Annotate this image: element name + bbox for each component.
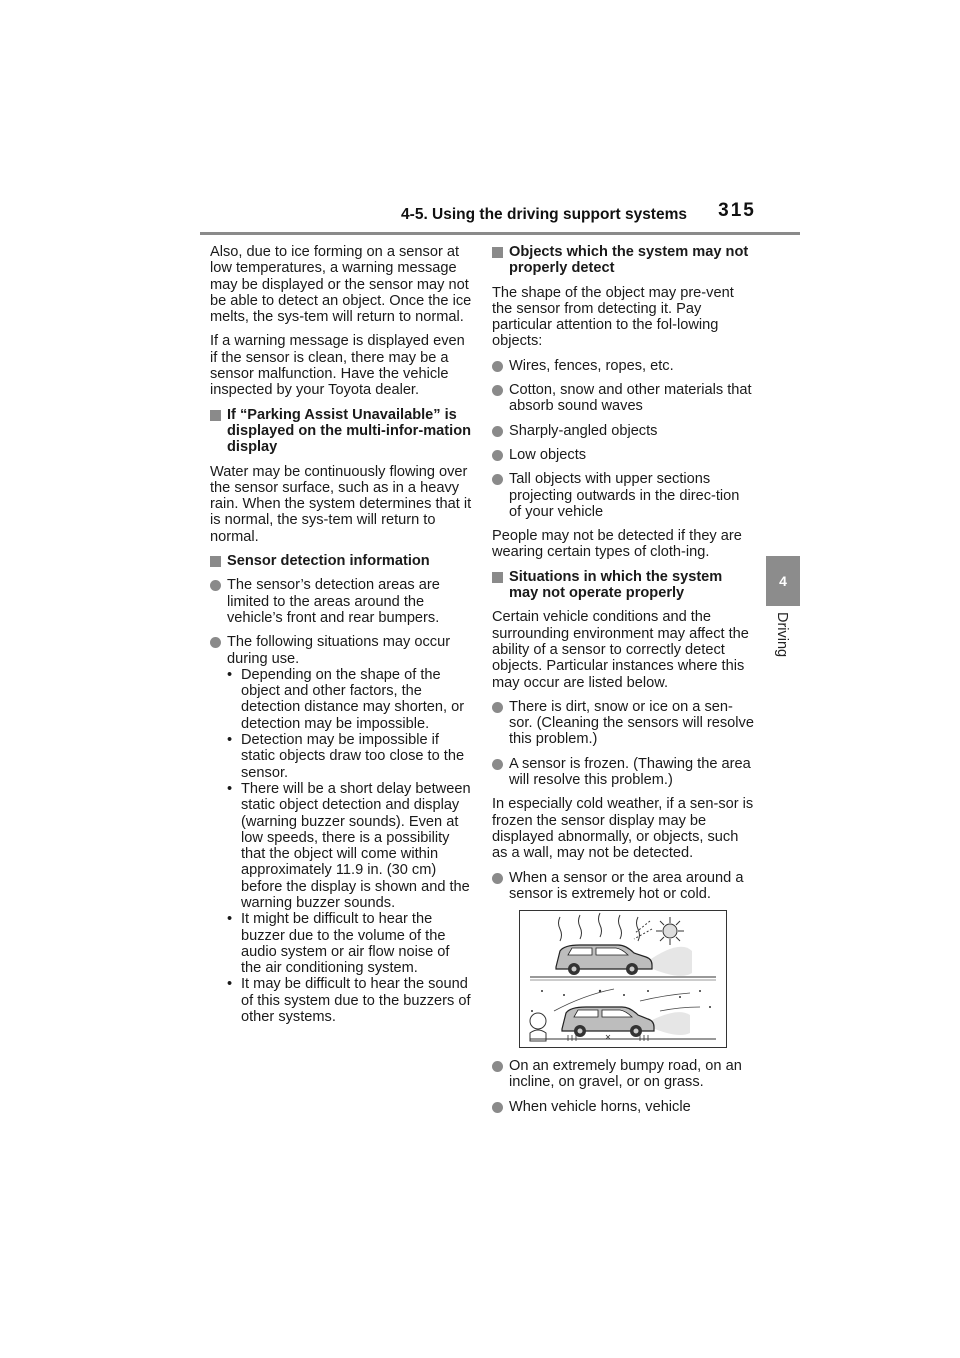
square-bullet-icon (492, 572, 503, 583)
square-bullet-icon (492, 247, 503, 258)
paragraph: Certain vehicle conditions and the surrounding environment may affect the ability of a sensor to correctly detect objects. Particular instances where this may occur are listed below. (492, 609, 749, 691)
list-item-text: The following situations may occur during use. (227, 634, 451, 667)
circle-bullet-icon (492, 361, 503, 372)
chapter-number: 4 (779, 573, 787, 589)
page-number: 315 (718, 200, 756, 221)
heading-text: If “Parking Assist Unavailable” is displayed on the multi-infor-mation display (227, 406, 472, 456)
sub-list (210, 667, 472, 1026)
list-item: Sharply-angled objects (492, 423, 754, 439)
section-title: 4-5. Using the driving support systems (401, 206, 687, 223)
circle-bullet-icon (492, 1061, 503, 1072)
section-heading (492, 244, 754, 277)
square-bullet-icon (210, 556, 221, 567)
list-item: Tall objects with upper sections projecting outwards in the direc-tion of your vehicle (492, 471, 754, 520)
square-bullet-icon (210, 410, 221, 421)
circle-bullet-icon (492, 426, 503, 437)
paragraph: People may not be detected if they are wearing certain types of cloth-ing. (492, 528, 742, 561)
circle-bullet-icon (210, 637, 221, 648)
list-item: A sensor is frozen. (Thawing the area will resolve this problem.) (492, 756, 754, 789)
paragraph: If a warning message is displayed even if the sensor is clean, there may be a sensor malfunction. Have the vehicle inspected by your Toyota dealer. (210, 333, 465, 399)
sub-list-item: • It may be difficult to hear the sound of this system due to the buzzers of other systems. (227, 976, 471, 1026)
circle-bullet-icon (492, 873, 503, 884)
list-item: Cotton, snow and other materials that absorb sound waves (492, 382, 754, 415)
circle-bullet-icon (492, 1102, 503, 1113)
sub-list-item: • There will be a short delay between static object detection and display (warning buzzer sounds). Even at low speeds, there is a possibility that the object will come within approximately 11.9 in. (30 cm) before the display is shown and the warning buzzer sounds. (227, 780, 471, 911)
list-item: When vehicle horns, vehicle (492, 1099, 754, 1115)
circle-bullet-icon (492, 385, 503, 396)
chapter-label-wrap (774, 612, 835, 658)
chapter-label: Driving (774, 612, 790, 658)
illustration-icon (520, 911, 726, 1047)
circle-bullet-icon (492, 759, 503, 770)
list-item: There is dirt, snow or ice on a sen-sor. (Cleaning the sensors will resolve this problem.) (492, 699, 754, 748)
right-column (492, 244, 754, 1123)
sub-list-item: • It might be difficult to hear the buzzer due to the volume of the audio system or air flow noise of the air conditioning system. (227, 911, 450, 977)
list-item: On an extremely bumpy road, on an incline, on gravel, or on grass. (492, 1058, 754, 1091)
heading-text: Objects which the system may not properly detect (509, 244, 749, 277)
heading-text: Situations in which the system may not operate properly (509, 568, 723, 602)
paragraph: In especially cold weather, if a sen-sor is frozen the sensor display may be displayed abnormally, or objects, such as a wall, may not be detected. (492, 796, 754, 862)
chapter-tab[interactable] (766, 556, 800, 606)
list-item (210, 577, 472, 626)
section-heading (492, 569, 754, 602)
circle-bullet-icon (492, 450, 503, 461)
header-divider (200, 232, 800, 235)
circle-bullet-icon (210, 580, 221, 591)
circle-bullet-icon (492, 474, 503, 485)
circle-bullet-icon (492, 702, 503, 713)
list-item: Low objects (492, 447, 754, 463)
list-item-text: The sensor’s detection areas are limited to the areas around the vehicle’s front and rear bumpers. (227, 577, 440, 626)
section-heading (210, 553, 472, 569)
paragraph: Water may be continuously flowing over the sensor surface, such as in a heavy rain. When the system determines that it is normal, the sys-tem will return to normal. (210, 463, 472, 545)
section-heading (210, 407, 472, 456)
heading-text: Sensor detection information (227, 553, 430, 570)
left-column (210, 244, 472, 1033)
paragraph: The shape of the object may pre-vent the sensor from detecting it. Pay particular attention to the fol-lowing objects: (492, 284, 734, 350)
list-item (210, 634, 472, 667)
hot-and-cold-vehicle-illustration (519, 910, 727, 1048)
sub-list-item: • Detection may be impossible if static objects draw too close to the sensor. (227, 732, 465, 781)
paragraph: Also, due to ice forming on a sensor at low temperatures, a warning message may be displayed or the sensor may not be able to detect an object. Once the ice melts, the sys-tem will return to normal. (210, 244, 472, 326)
list-item: When a sensor or the area around a sensor is extremely hot or cold. (492, 870, 754, 903)
sub-list-item: • Depending on the shape of the object and other factors, the detection distance may shorten, or detection may be impossible. (227, 666, 465, 732)
list-item: Wires, fences, ropes, etc. (492, 358, 754, 374)
